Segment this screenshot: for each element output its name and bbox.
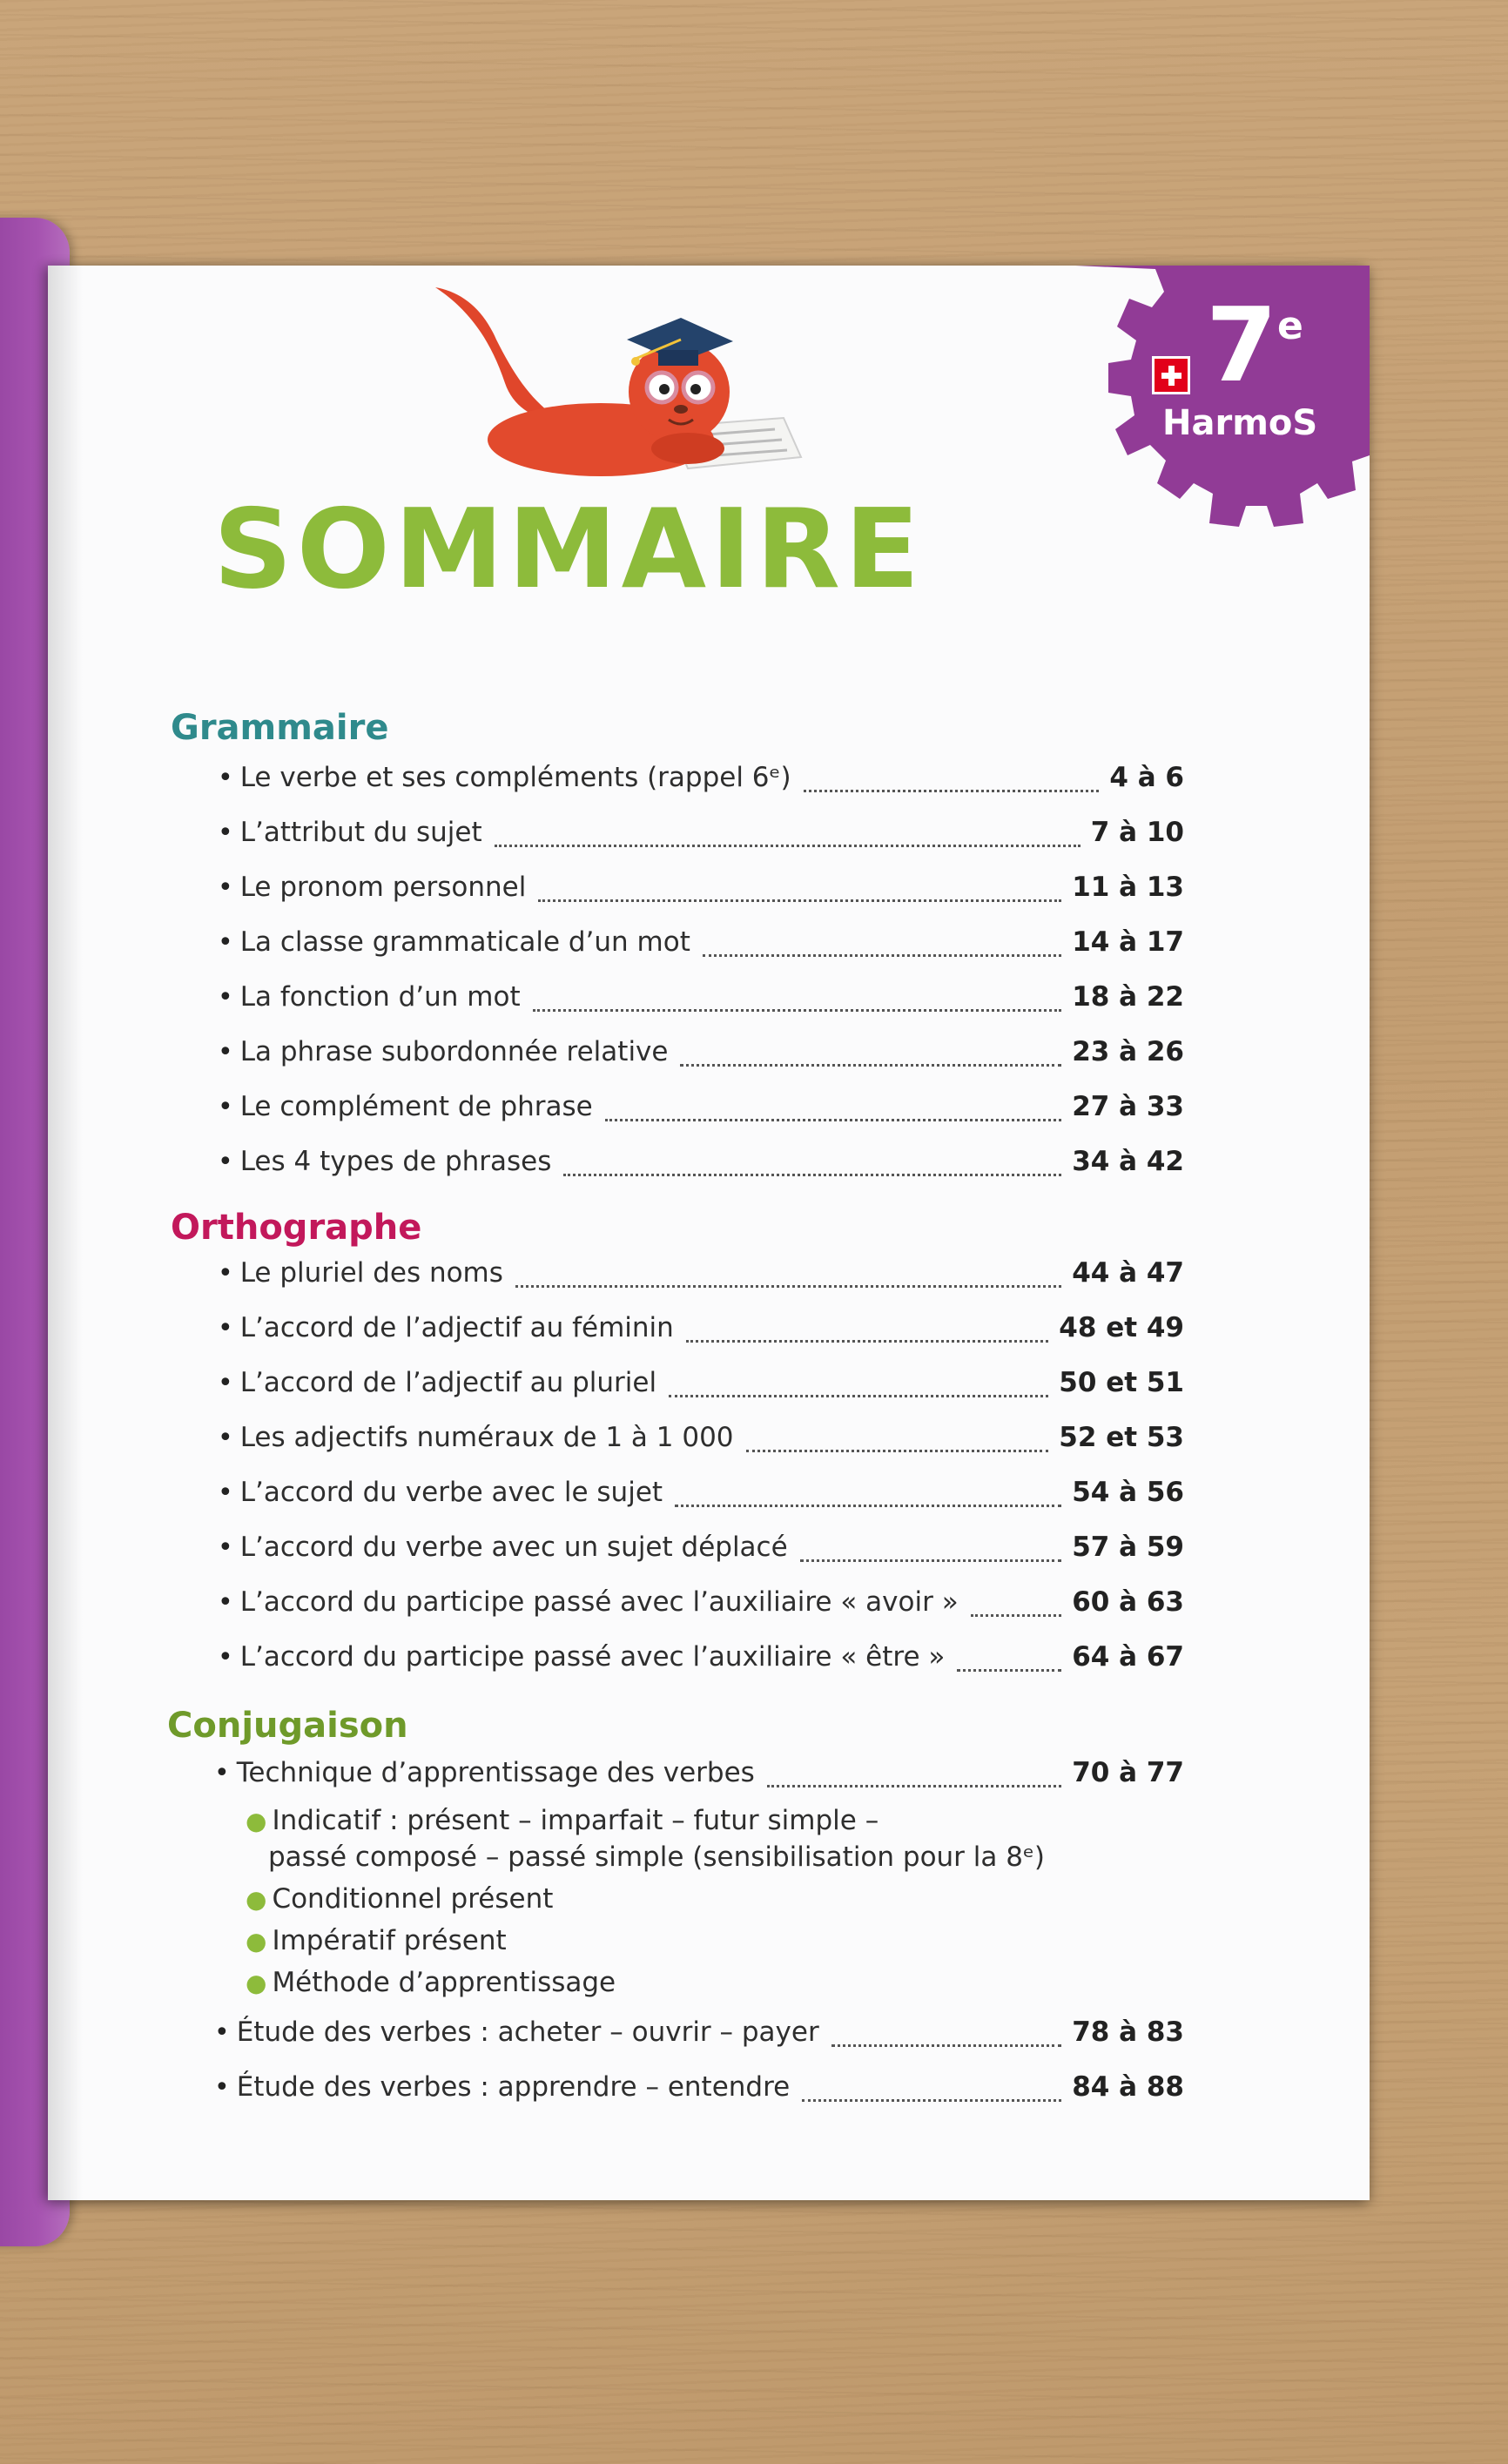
toc-pages: 27 à 33	[1072, 1091, 1184, 1122]
toc-pages: 44 à 47	[1072, 1257, 1184, 1289]
toc-label: L’attribut du sujet	[239, 817, 482, 848]
toc-row[interactable]	[218, 1641, 1184, 1681]
toc-pages: 23 à 26	[1072, 1036, 1184, 1067]
toc-label: Les 4 types de phrases	[239, 1146, 552, 1177]
toc-pages: 18 à 22	[1072, 981, 1184, 1013]
dot-leader	[971, 1614, 1062, 1617]
toc-label: Les adjectifs numéraux de 1 à 1 000	[239, 1422, 734, 1453]
toc-row[interactable]	[218, 1532, 1184, 1572]
sub-item	[246, 1881, 553, 1918]
toc-label: Étude des verbes : apprendre – entendre	[236, 2071, 791, 2103]
grade-number: 7	[1206, 285, 1278, 405]
bullet-icon: •	[218, 1368, 233, 1398]
sub-item-continuation	[268, 1839, 1045, 1875]
green-bullet-icon: ●	[246, 1885, 267, 1914]
sub-item	[246, 1922, 507, 1960]
toc-row[interactable]	[218, 1312, 1184, 1352]
section-title-conjugaison: Conjugaison	[167, 1706, 408, 1746]
toc-label: Technique d’apprentissage des verbes	[236, 1757, 755, 1788]
bullet-icon: •	[218, 763, 233, 793]
toc-row[interactable]	[214, 1757, 1184, 1797]
toc-pages: 52 et 53	[1059, 1422, 1184, 1453]
toc-label: La fonction d’un mot	[239, 981, 521, 1013]
toc-pages: 84 à 88	[1072, 2071, 1184, 2103]
bullet-icon: •	[214, 2072, 230, 2103]
toc-row[interactable]	[218, 981, 1184, 1021]
toc-label: L’accord du participe passé avec l’auxiliaire « être »	[239, 1641, 946, 1673]
toc-label: Le pronom personnel	[239, 872, 527, 903]
toc-pages: 34 à 42	[1072, 1146, 1184, 1177]
dot-leader	[669, 1395, 1048, 1397]
toc-pages: 4 à 6	[1109, 762, 1184, 793]
toc-label: Le pluriel des noms	[239, 1257, 503, 1289]
toc-pages: 54 à 56	[1072, 1477, 1184, 1508]
toc-pages: 70 à 77	[1072, 1757, 1184, 1788]
curriculum-name: HarmoS	[1162, 403, 1318, 443]
bullet-icon: •	[214, 1758, 230, 1788]
bullet-icon: •	[218, 1037, 233, 1067]
toc-row[interactable]	[218, 762, 1184, 802]
toc-row[interactable]	[218, 1146, 1184, 1186]
toc-row[interactable]	[218, 1422, 1184, 1462]
toc-pages: 64 à 67	[1072, 1641, 1184, 1673]
sub-item-label: Indicatif : présent – imparfait – futur simple –	[272, 1805, 879, 1836]
mascot-illustration	[409, 279, 810, 488]
toc-pages: 78 à 83	[1072, 2016, 1184, 2048]
bullet-icon: •	[218, 818, 233, 848]
toc-label: L’accord du participe passé avec l’auxiliaire « avoir »	[239, 1586, 959, 1618]
toc-row[interactable]	[218, 1036, 1184, 1076]
toc-row[interactable]	[218, 1367, 1184, 1407]
bullet-icon: •	[218, 1532, 233, 1563]
toc-pages: 50 et 51	[1059, 1367, 1184, 1398]
toc-row[interactable]	[214, 2071, 1184, 2111]
dot-leader	[675, 1505, 1061, 1507]
section-title-grammaire: Grammaire	[171, 708, 389, 748]
sub-item	[246, 1802, 879, 1840]
dot-leader	[605, 1119, 1061, 1121]
toc-pages: 7 à 10	[1090, 817, 1184, 848]
dot-leader	[804, 790, 1100, 792]
toc-pages: 48 et 49	[1059, 1312, 1184, 1343]
toc-pages: 11 à 13	[1072, 872, 1184, 903]
dot-leader	[957, 1669, 1061, 1672]
toc-label: L’accord de l’adjectif au pluriel	[239, 1367, 657, 1398]
green-bullet-icon: ●	[246, 1807, 267, 1835]
bullet-icon: •	[218, 872, 233, 903]
dot-leader	[802, 2099, 1061, 2102]
toc-pages: 60 à 63	[1072, 1586, 1184, 1618]
bullet-icon: •	[218, 1423, 233, 1453]
grade-badge	[1075, 266, 1370, 527]
green-bullet-icon: ●	[246, 1927, 267, 1956]
sub-item-label: Impératif présent	[272, 1925, 507, 1956]
toc-label: L’accord de l’adjectif au féminin	[239, 1312, 674, 1343]
toc-row[interactable]	[218, 1257, 1184, 1297]
sub-item-label: Méthode d’apprentissage	[272, 1967, 616, 1998]
bullet-icon: •	[218, 1258, 233, 1289]
toc-label: La phrase subordonnée relative	[239, 1036, 669, 1067]
toc-label: Le verbe et ses compléments (rappel 6ᵉ)	[239, 762, 791, 793]
toc-row[interactable]	[218, 1091, 1184, 1131]
toc-label: Le complément de phrase	[239, 1091, 593, 1122]
sub-item-label: Conditionnel présent	[272, 1883, 554, 1915]
dot-leader	[831, 2044, 1061, 2047]
dot-leader	[680, 1064, 1061, 1067]
toc-row[interactable]	[218, 1586, 1184, 1626]
toc-label: L’accord du verbe avec un sujet déplacé	[239, 1532, 788, 1563]
bullet-icon: •	[218, 1313, 233, 1343]
dot-leader	[563, 1174, 1061, 1176]
section-title-orthographe: Orthographe	[171, 1208, 422, 1248]
page-title: SOMMAIRE	[213, 485, 925, 613]
dot-leader	[495, 845, 1081, 847]
bullet-icon: •	[218, 1478, 233, 1508]
dot-leader	[533, 1009, 1062, 1012]
swiss-flag-icon	[1152, 356, 1190, 394]
dot-leader	[703, 954, 1061, 957]
toc-label: La classe grammaticale d’un mot	[239, 926, 690, 958]
toc-row[interactable]	[214, 2016, 1184, 2057]
bullet-icon: •	[218, 1147, 233, 1177]
bullet-icon: •	[218, 982, 233, 1013]
bullet-icon: •	[214, 2017, 230, 2048]
dot-leader	[746, 1450, 1049, 1452]
toc-label: L’accord du verbe avec le sujet	[239, 1477, 663, 1508]
sub-item	[246, 1964, 616, 2002]
dot-leader	[767, 1785, 1061, 1787]
bullet-icon: •	[218, 1642, 233, 1673]
bullet-icon: •	[218, 1092, 233, 1122]
dot-leader	[538, 899, 1061, 902]
dot-leader	[515, 1285, 1061, 1288]
toc-pages: 14 à 17	[1072, 926, 1184, 958]
bullet-icon: •	[218, 927, 233, 958]
toc-row[interactable]	[218, 872, 1184, 912]
toc-row[interactable]	[218, 926, 1184, 966]
toc-row[interactable]	[218, 1477, 1184, 1517]
sub-item-label: passé composé – passé simple (sensibilisation pour la 8ᵉ)	[268, 1841, 1045, 1873]
dot-leader	[800, 1559, 1062, 1562]
dot-leader	[686, 1340, 1048, 1343]
grade-suffix: e	[1277, 304, 1303, 348]
toc-pages: 57 à 59	[1072, 1532, 1184, 1563]
toc-row[interactable]	[218, 817, 1184, 857]
bullet-icon: •	[218, 1587, 233, 1618]
green-bullet-icon: ●	[246, 1969, 267, 1997]
toc-label: Étude des verbes : acheter – ouvrir – payer	[236, 2016, 819, 2048]
